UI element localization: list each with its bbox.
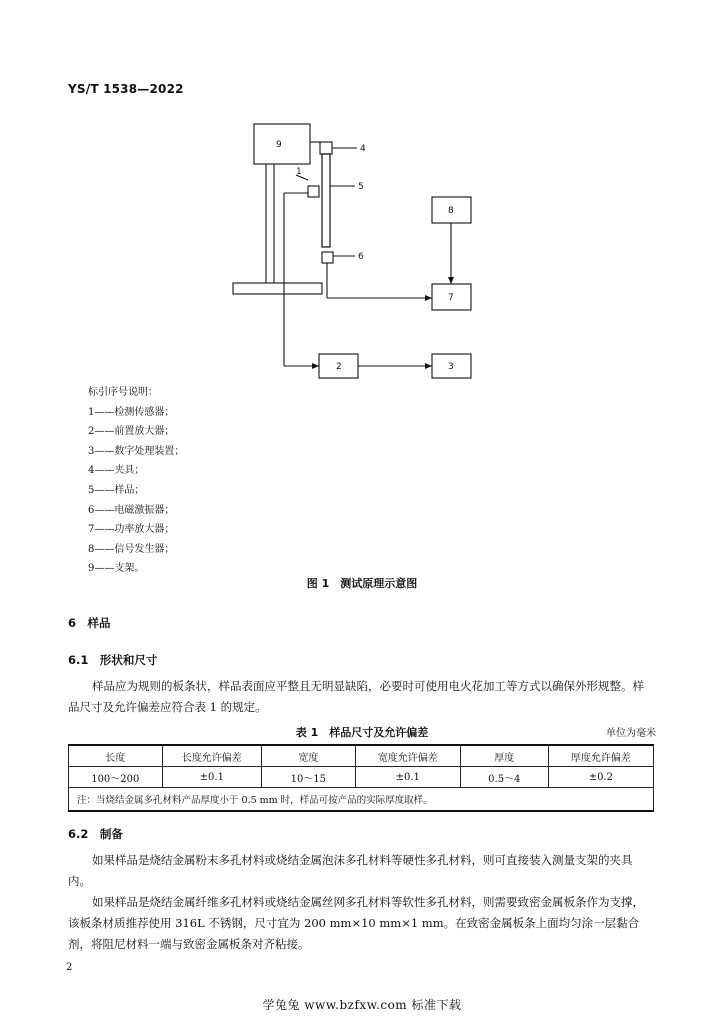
- label-2: 2: [336, 362, 342, 372]
- table-cell: ±0.2: [548, 767, 653, 788]
- legend-item: 4——夹具；: [88, 465, 145, 477]
- sensor-box: [308, 186, 319, 197]
- sample-size-table: [68, 744, 654, 812]
- label-4: 4: [360, 144, 366, 154]
- label-3: 3: [448, 362, 454, 372]
- table-note-row: [69, 788, 654, 812]
- label-1: 1: [296, 167, 302, 177]
- exciter-box: [322, 252, 333, 263]
- label-6: 6: [358, 252, 364, 262]
- clamp-box: [320, 142, 332, 154]
- subsection-heading-shape: 6.1 形状和尺寸: [68, 653, 158, 667]
- table-cell: 10～15: [262, 767, 356, 788]
- label-5: 5: [358, 182, 364, 192]
- table-unit: 单位为毫米: [606, 728, 656, 739]
- arrow-head: [425, 295, 432, 301]
- arrow-head: [312, 363, 319, 369]
- legend-item: 2——前置放大器；: [88, 426, 175, 438]
- page-number: 2: [66, 962, 73, 973]
- paragraph-shape: 样品应为规则的板条状，样品表面应平整且无明显缺陷，必要时可使用电火花加工等方式以确保外形规整。样品尺寸及允许偏差应符合表 1 的规定。: [68, 679, 644, 714]
- table-header-cell: 厚度: [460, 745, 548, 767]
- legend-item: 3——数字处理装置；: [88, 445, 185, 457]
- table-header-row: [69, 745, 654, 767]
- legend-title: 标引序号说明：: [88, 387, 158, 398]
- arrow-head: [425, 363, 432, 369]
- table-cell: ±0.1: [355, 767, 460, 788]
- table-header-cell: 厚度允许偏差: [548, 745, 653, 767]
- legend-item: 9——支架。: [88, 563, 145, 575]
- table-header-cell: 长度允许偏差: [162, 745, 261, 767]
- label-7: 7: [448, 293, 454, 303]
- section-heading: 6 样品: [68, 616, 111, 630]
- table-cell: 100～200: [69, 767, 163, 788]
- legend-item: 5——样品；: [88, 484, 145, 496]
- footer-watermark: 学兔兔 www.bzfxw.com 标准下载: [262, 998, 462, 1012]
- table-header-cell: 长度: [69, 745, 163, 767]
- paragraph-preparation-2: 如果样品是烧结金属纤维多孔材料或烧结金属丝网多孔材料等软性多孔材料，则需要致密金属板条作为支撑，该板条材质推荐使用 316L 不锈钢，尺寸宜为 200 mm×10 mm×1 mm。在致密金属板条上面均匀涂一层黏合剂，将阻尼材料一端与致密金属板条对齐粘接。: [68, 895, 644, 951]
- paragraph-preparation-1: 如果样品是烧结金属粉末多孔材料或烧结金属泡沫多孔材料等硬性多孔材料，则可直接装入测量支架的夹具内。: [68, 853, 633, 888]
- label-9: 9: [276, 140, 282, 150]
- document-code: YS/T 1538—2022: [68, 82, 184, 96]
- legend-item: 8——信号发生器；: [88, 543, 175, 555]
- table-cell: 0.5～4: [460, 767, 548, 788]
- figure-legend: [88, 383, 184, 579]
- legend-item: 7——功率放大器；: [88, 524, 175, 536]
- test-principle-diagram: [0, 0, 724, 390]
- table-cell: ±0.1: [162, 767, 261, 788]
- legend-item: 6——电磁激振器；: [88, 504, 175, 516]
- sample-strip: [322, 154, 330, 247]
- figure-caption: 图 1 测试原理示意图: [306, 577, 418, 590]
- label-8: 8: [448, 206, 454, 216]
- legend-item: 1——检测传感器；: [88, 406, 175, 418]
- table-title: 表 1 样品尺寸及允许偏差: [295, 726, 429, 739]
- arrow-head: [448, 277, 454, 284]
- table-header-cell: 宽度允许偏差: [355, 745, 460, 767]
- table-row: [69, 767, 654, 788]
- base-plate: [233, 283, 322, 294]
- support-box: [254, 124, 310, 164]
- table-header-cell: 宽度: [262, 745, 356, 767]
- subsection-heading-preparation: 6.2 制备: [68, 827, 123, 841]
- table-note: 注：当烧结金属多孔材料产品厚度小于 0.5 mm 时，样品可按产品的实际厚度取样。: [69, 788, 654, 812]
